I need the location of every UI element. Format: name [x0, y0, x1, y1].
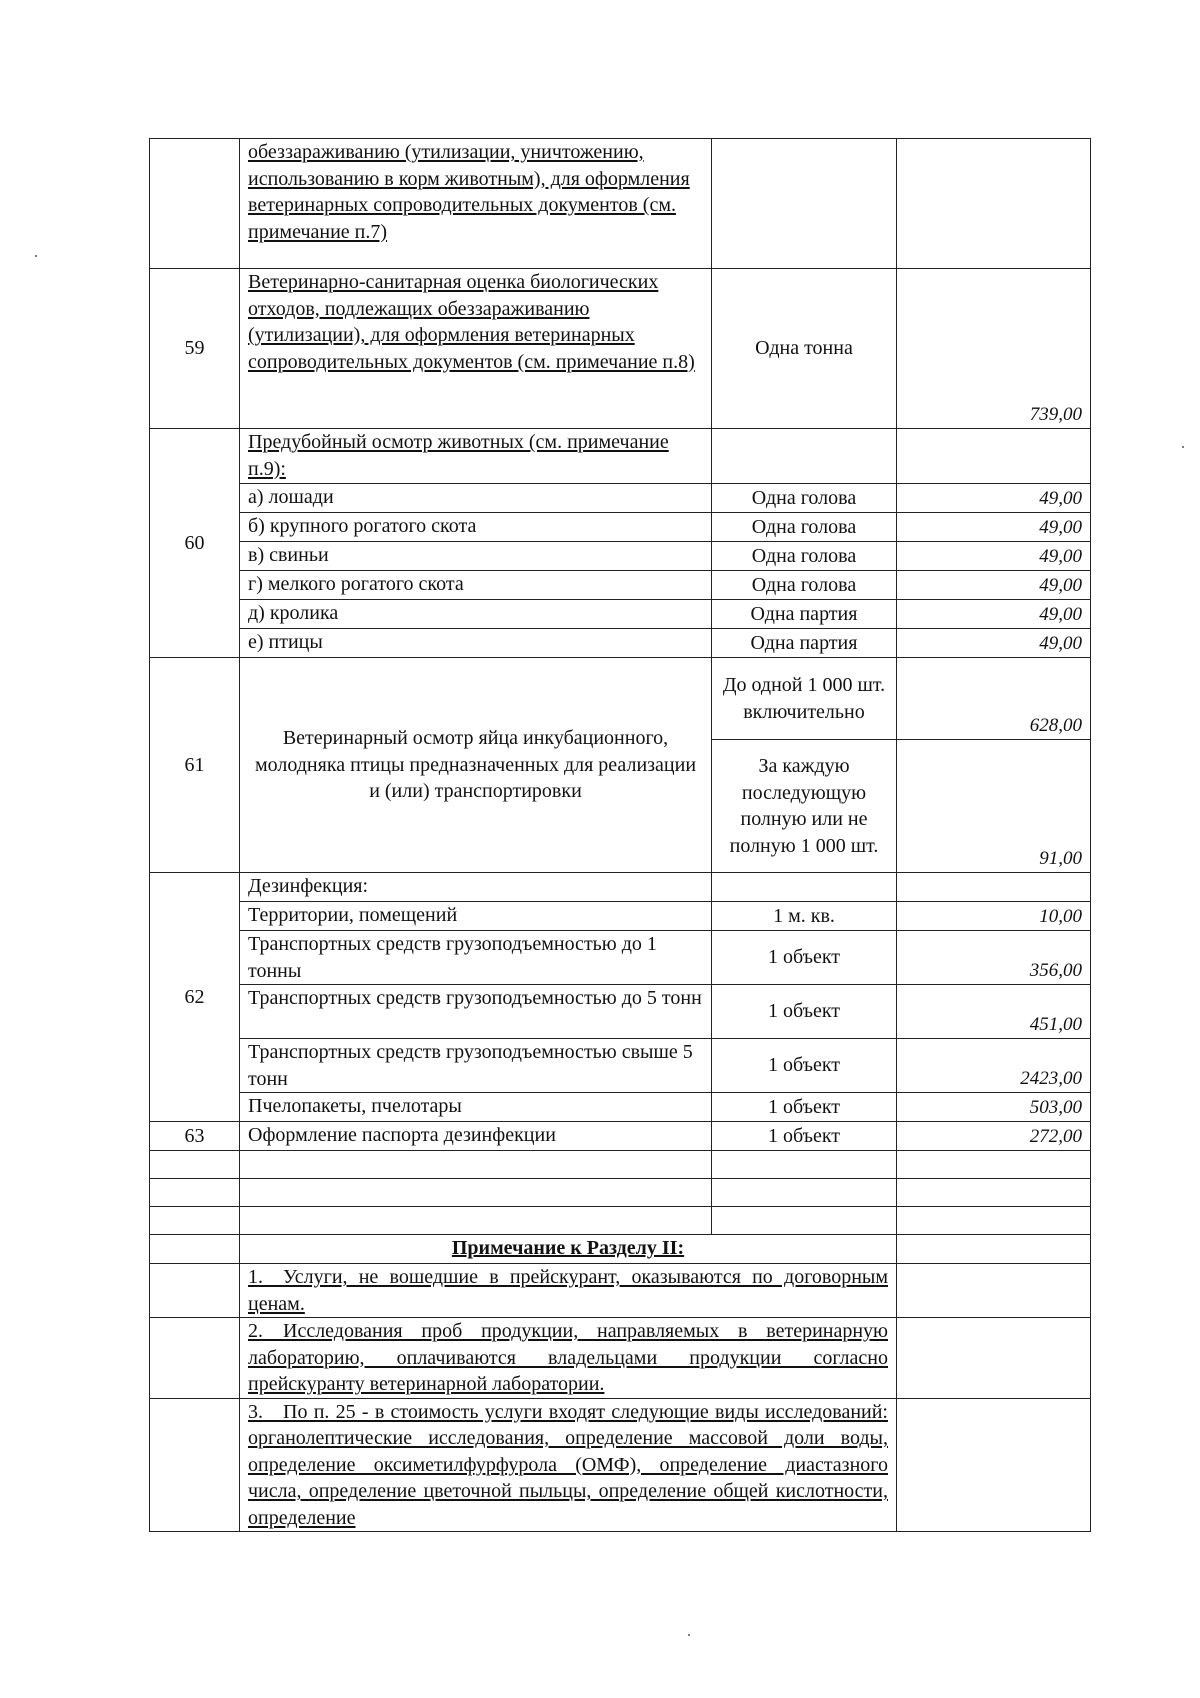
empty-cell — [150, 1207, 240, 1235]
unit-cell: Одна голова — [712, 571, 897, 600]
table-row — [150, 931, 1091, 985]
row-number: 59 — [150, 269, 240, 429]
empty-cell — [897, 1235, 1091, 1264]
service-description: в) свиньи — [240, 542, 712, 571]
notes-header-row — [150, 1235, 1091, 1264]
unit-cell: Одна голова — [712, 542, 897, 571]
price-cell: 10,00 — [897, 902, 1091, 931]
table-row — [150, 571, 1091, 600]
empty-cell — [712, 1207, 897, 1235]
unit-cell — [712, 139, 897, 269]
empty-cell — [240, 1207, 712, 1235]
table-row — [150, 873, 1091, 902]
price-cell: 2423,00 — [897, 1039, 1091, 1093]
service-description: обеззараживанию (утилизации, уничтожению, использованию в корм животным), для оформления ветеринарных сопроводительных документов (см. примечание п.7) — [240, 139, 712, 269]
note-item: 1. Услуги, не вошедшие в прейскурант, оказываются по договорным ценам. — [240, 1264, 897, 1318]
empty-cell — [712, 1151, 897, 1179]
empty-cell — [150, 1235, 240, 1264]
unit-cell — [712, 429, 897, 484]
service-description: Ветеринарно-санитарная оценка биологических отходов, подлежащих обеззараживанию (утилизации), для оформления ветеринарных сопроводительных документов (см. примечание п.8) — [240, 269, 712, 429]
empty-cell — [240, 1151, 712, 1179]
scan-speck — [35, 255, 37, 257]
price-cell: 49,00 — [897, 513, 1091, 542]
unit-cell: Одна тонна — [712, 269, 897, 429]
empty-row — [150, 1207, 1091, 1235]
price-cell: 739,00 — [897, 269, 1091, 429]
row-number: 60 — [150, 429, 240, 658]
table-row — [150, 484, 1091, 513]
service-description: Транспортных средств грузоподъемностью свыше 5 тонн — [240, 1039, 712, 1093]
price-cell — [897, 429, 1091, 484]
unit-cell: За каждую последующую полную или не полную 1 000 шт. — [712, 740, 897, 873]
table-row — [150, 600, 1091, 629]
service-description: г) мелкого рогатого скота — [240, 571, 712, 600]
price-cell: 628,00 — [897, 658, 1091, 740]
empty-cell — [150, 1151, 240, 1179]
table-row — [150, 629, 1091, 658]
row-number: 61 — [150, 658, 240, 873]
empty-cell — [240, 1179, 712, 1207]
unit-cell — [712, 873, 897, 902]
table-row — [150, 139, 1091, 269]
table-row — [150, 985, 1091, 1039]
unit-cell: 1 объект — [712, 1039, 897, 1093]
service-description: Транспортных средств грузоподъемностью до 5 тонн — [240, 985, 712, 1039]
empty-cell — [150, 1179, 240, 1207]
unit-cell: Одна партия — [712, 600, 897, 629]
unit-cell: Одна голова — [712, 484, 897, 513]
scan-speck — [688, 1634, 690, 1636]
price-cell: 49,00 — [897, 629, 1091, 658]
price-cell: 49,00 — [897, 571, 1091, 600]
table-row — [150, 269, 1091, 429]
service-description: Пчелопакеты, пчелотары — [240, 1093, 712, 1122]
note-row — [150, 1398, 1091, 1532]
price-cell: 91,00 — [897, 740, 1091, 873]
empty-cell — [897, 1264, 1091, 1318]
table-row — [150, 542, 1091, 571]
notes-title: Примечание к Разделу II: — [240, 1235, 897, 1264]
row-number: 62 — [150, 873, 240, 1122]
unit-cell: 1 объект — [712, 985, 897, 1039]
price-cell: 49,00 — [897, 600, 1091, 629]
table-row — [150, 1039, 1091, 1093]
service-description: е) птицы — [240, 629, 712, 658]
table-row — [150, 1122, 1091, 1151]
empty-cell — [150, 1398, 240, 1532]
empty-row — [150, 1179, 1091, 1207]
service-description: д) кролика — [240, 600, 712, 629]
service-description: Территории, помещений — [240, 902, 712, 931]
service-description: а) лошади — [240, 484, 712, 513]
service-description: Транспортных средств грузоподъемностью до 1 тонны — [240, 931, 712, 985]
price-cell — [897, 139, 1091, 269]
note-row — [150, 1264, 1091, 1318]
price-cell: 356,00 — [897, 931, 1091, 985]
empty-cell — [897, 1207, 1091, 1235]
price-cell: 451,00 — [897, 985, 1091, 1039]
price-cell: 49,00 — [897, 542, 1091, 571]
empty-cell — [897, 1151, 1091, 1179]
service-description: Ветеринарный осмотр яйца инкубационного, молодняка птицы предназначенных для реализации и (или) транспортировки — [240, 658, 712, 873]
service-description: Предубойный осмотр животных (см. примечание п.9): — [240, 429, 712, 484]
note-row — [150, 1318, 1091, 1399]
scan-speck — [1182, 446, 1184, 448]
row-number — [150, 139, 240, 269]
unit-cell: 1 м. кв. — [712, 902, 897, 931]
note-item: 3. По п. 25 - в стоимость услуги входят следующие виды исследований: органолептические исследования, определение массовой доли воды, определение оксиметилфурфурола (ОМФ), определение диастазного числа, определение цветочной пыльцы, определение общей кислотности, определение — [240, 1398, 897, 1532]
unit-cell: Одна голова — [712, 513, 897, 542]
row-number: 63 — [150, 1122, 240, 1151]
table-row — [150, 1093, 1091, 1122]
unit-cell: Одна партия — [712, 629, 897, 658]
service-description: Дезинфекция: — [240, 873, 712, 902]
empty-cell — [712, 1179, 897, 1207]
unit-cell: 1 объект — [712, 1122, 897, 1151]
empty-row — [150, 1151, 1091, 1179]
empty-cell — [150, 1264, 240, 1318]
price-cell: 272,00 — [897, 1122, 1091, 1151]
unit-cell: 1 объект — [712, 931, 897, 985]
unit-cell: 1 объект — [712, 1093, 897, 1122]
empty-cell — [897, 1398, 1091, 1532]
price-cell: 49,00 — [897, 484, 1091, 513]
price-list-table — [149, 138, 1091, 1532]
table-row — [150, 658, 1091, 740]
empty-cell — [150, 1318, 240, 1399]
service-description: Оформление паспорта дезинфекции — [240, 1122, 712, 1151]
unit-cell: До одной 1 000 шт. включительно — [712, 658, 897, 740]
service-description: б) крупного рогатого скота — [240, 513, 712, 542]
note-item: 2. Исследования проб продукции, направляемых в ветеринарную лабораторию, оплачиваются владельцами продукции согласно прейскуранту ветеринарной лаборатории. — [240, 1318, 897, 1399]
empty-cell — [897, 1318, 1091, 1399]
price-cell: 503,00 — [897, 1093, 1091, 1122]
table-row — [150, 429, 1091, 484]
table-row — [150, 513, 1091, 542]
empty-cell — [897, 1179, 1091, 1207]
table-row — [150, 902, 1091, 931]
price-cell — [897, 873, 1091, 902]
